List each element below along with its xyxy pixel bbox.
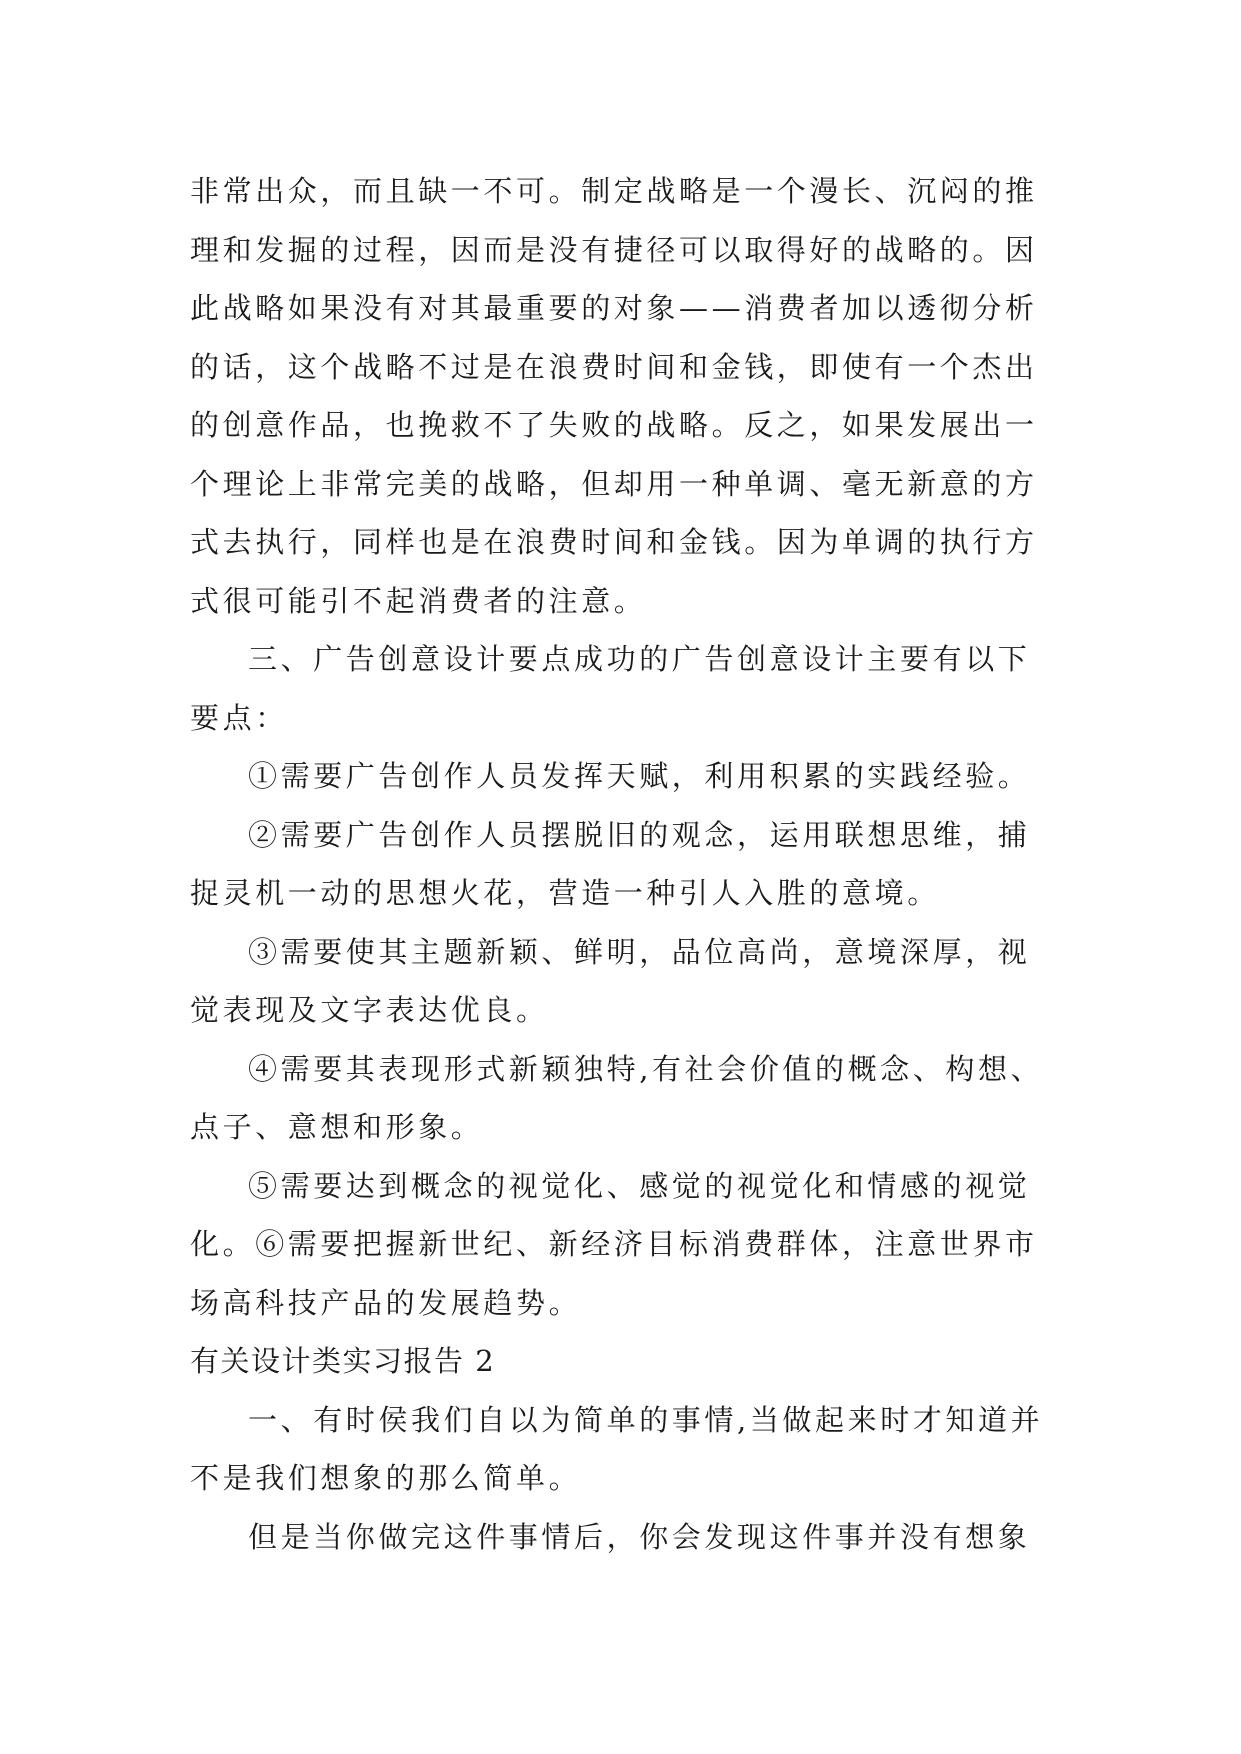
paragraph-report2-intro: 一、有时侯我们自以为简单的事情,当做起来时才知道并不是我们想象的那么简单。 xyxy=(190,1402,1044,1495)
paragraph-report2-continued: 但是当你做完这件事情后，你会发现这件事并没有想象 xyxy=(248,1519,1031,1554)
section-heading: 有关设计类实习报告 2 xyxy=(190,1344,496,1378)
paragraph-point-3: ③需要使其主题新颖、鲜明，品位高尚，意境深厚，视觉表现及文字表达优良。 xyxy=(190,934,1031,1027)
document-body xyxy=(190,162,1060,1566)
paragraph-point-1: ①需要广告创作人员发挥天赋，利用积累的实践经验。 xyxy=(248,759,1031,793)
paragraph-strategy: 非常出众，而且缺一不可。制定战略是一个漫长、沉闷的推理和发掘的过程，因而是没有捷径可以取得好的战略的。因此战略如果没有对其最重要的对象——消费者加以透彻分析的话，这个战略不过是在浪费时间和金钱，即使有一个杰出的创意作品，也挽救不了失败的战略。反之，如果发展出一个理论上非常完美的战略，但却用一种单调、毫无新意的方式去执行，同样也是在浪费时间和金钱。因为单调的执行方式很可能引不起消费者的注意。 xyxy=(190,174,1038,618)
paragraph-point-2: ②需要广告创作人员摆脱旧的观念，运用联想思维，捕捉灵机一动的思想火花，营造一种引人入胜的意境。 xyxy=(190,817,1031,910)
paragraph-point-4: ④需要其表现形式新颖独特,有社会价值的概念、构想、点子、意想和形象。 xyxy=(190,1051,1044,1144)
paragraph-point-5-6: ⑤需要达到概念的视觉化、感觉的视觉化和情感的视觉化。⑥需要把握新世纪、新经济目标消费群体，注意世界市场高科技产品的发展趋势。 xyxy=(190,1168,1038,1320)
paragraph-design-points-intro: 三、广告创意设计要点成功的广告创意设计主要有以下要点： xyxy=(190,642,1031,735)
